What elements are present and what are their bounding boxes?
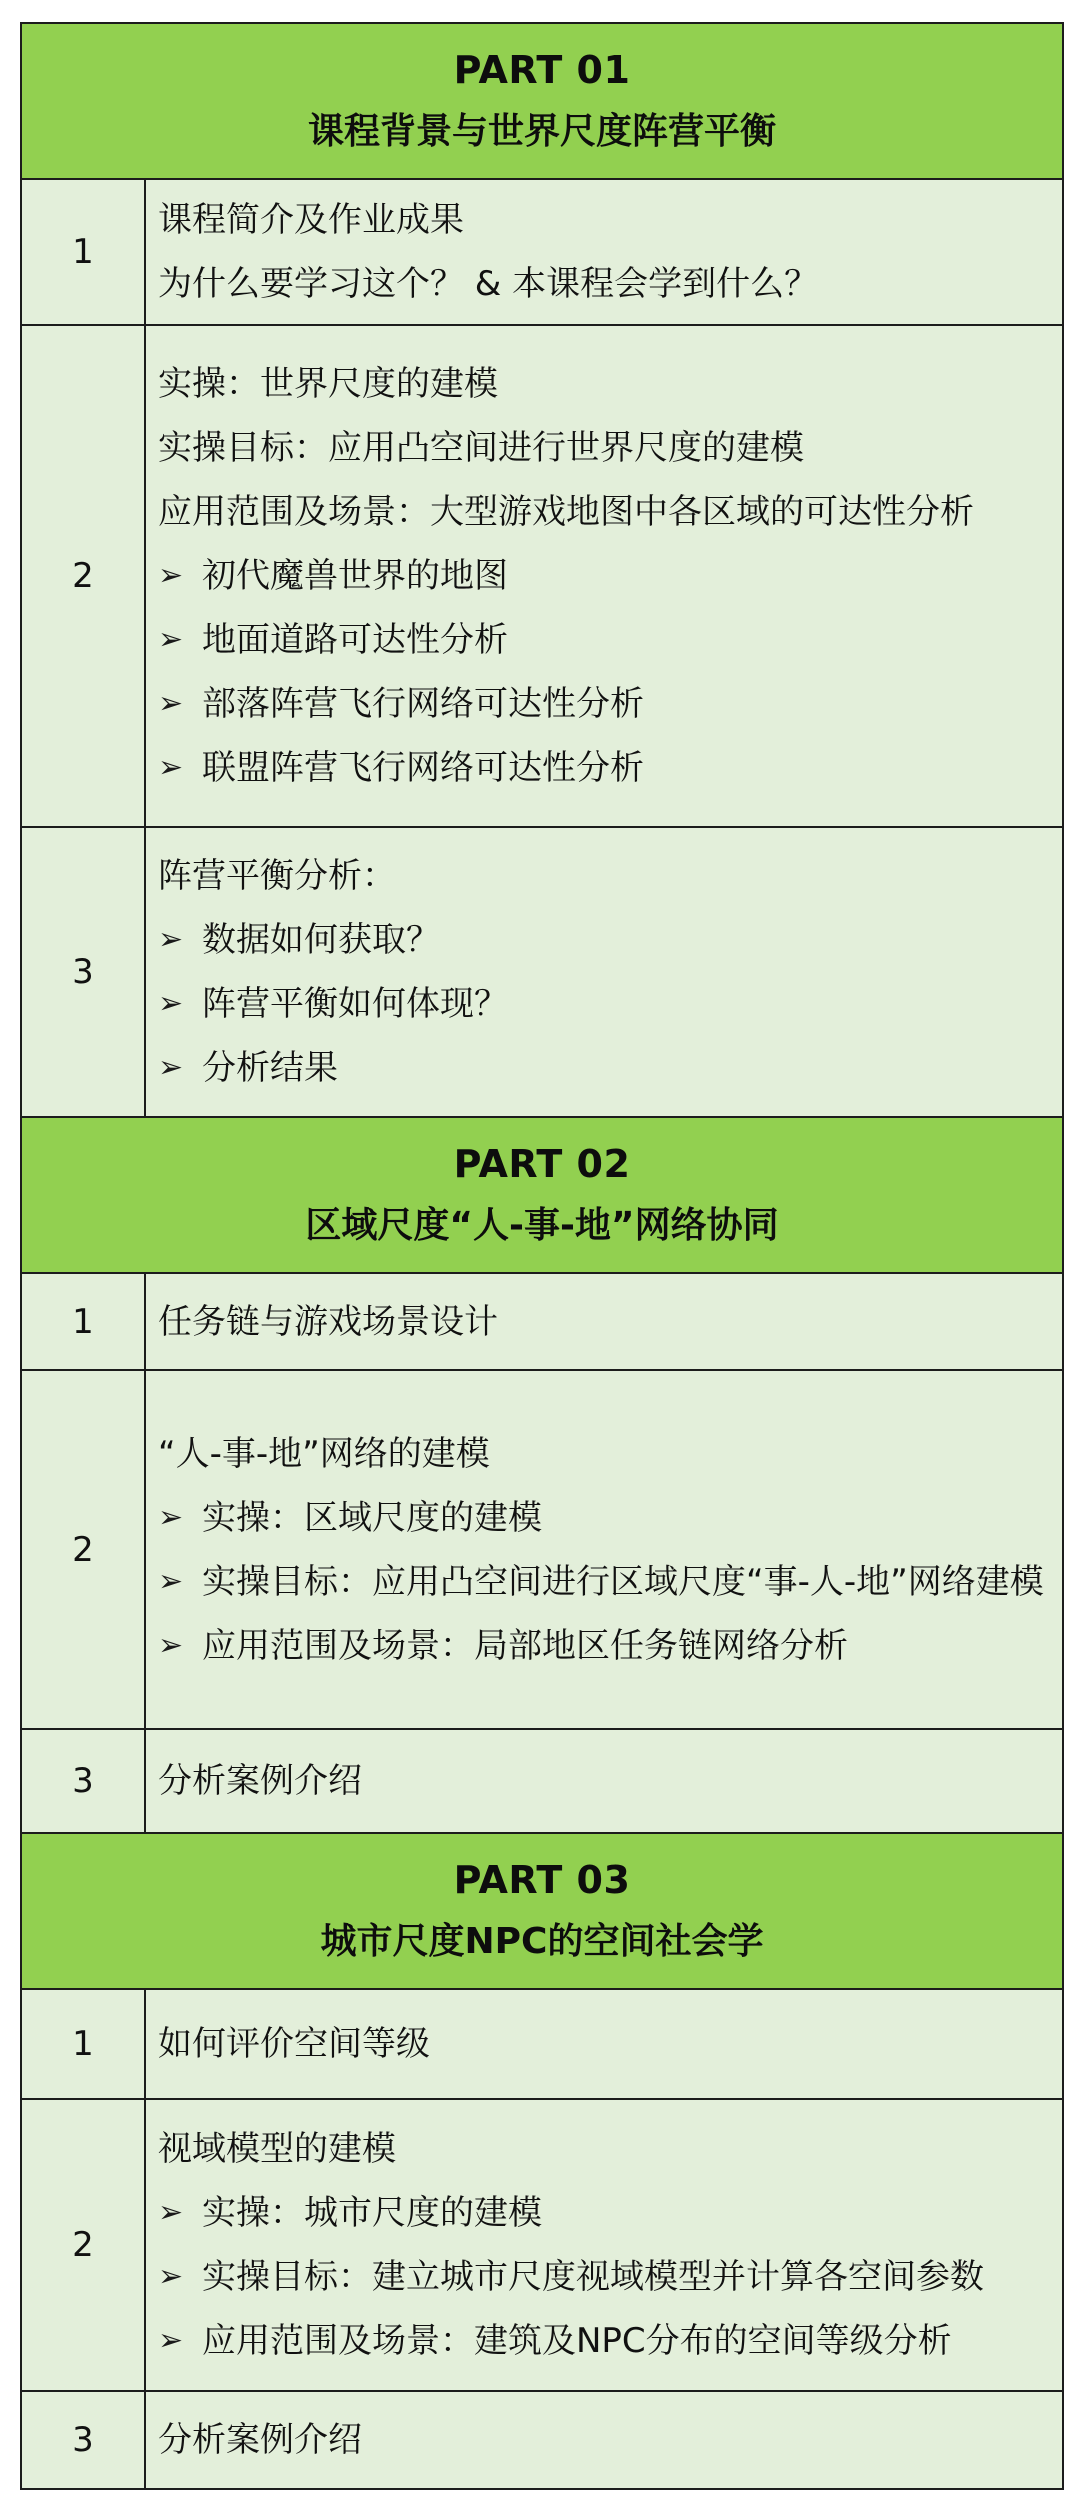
part-header-row <box>21 1833 1063 1989</box>
table-row <box>21 1989 1063 2099</box>
bullet-text: 数据如何获取？ <box>202 920 440 960</box>
bullet-text: 应用范围及场景：局部地区任务链网络分析 <box>202 1625 848 1666</box>
row-content <box>145 2391 1063 2489</box>
content-line: 分析案例介绍 <box>158 1761 362 1801</box>
bullet-text: 实操：区域尺度的建模 <box>202 1497 542 1538</box>
content-line: 课程简介及作业成果 <box>158 200 464 240</box>
bullet-text: 初代魔兽世界的地图 <box>202 556 508 596</box>
part-title: PART 01 <box>453 48 631 92</box>
table-row <box>21 1370 1063 1729</box>
row-number: 3 <box>21 1729 145 1833</box>
arrowhead-bullet-icon: ➢ <box>158 686 184 721</box>
content-line: 阵营平衡分析： <box>158 856 396 896</box>
row-content <box>145 179 1063 325</box>
row-content <box>145 827 1063 1117</box>
bullet-item <box>158 2245 1054 2309</box>
row-content <box>145 325 1063 827</box>
curriculum-sheet <box>20 22 1062 2490</box>
row-number: 2 <box>21 2099 145 2391</box>
bullet-item <box>158 1614 1054 1678</box>
bullet-text: 应用范围及场景：建筑及NPC分布的空间等级分析 <box>202 2321 952 2361</box>
arrowhead-bullet-icon: ➢ <box>158 2195 184 2230</box>
row-number: 1 <box>21 179 145 325</box>
part-subtitle: 课程背景与世界尺度阵营平衡 <box>308 111 777 152</box>
row-number: 3 <box>21 2391 145 2489</box>
content-line: 任务链与游戏场景设计 <box>158 1301 498 1342</box>
bullet-item <box>158 1550 1054 1614</box>
bullet-item <box>158 608 1054 672</box>
arrowhead-bullet-icon: ➢ <box>158 2323 184 2358</box>
content-line: 视域模型的建模 <box>158 2129 396 2169</box>
row-content <box>145 1729 1063 1833</box>
content-line: 实操目标：应用凸空间进行世界尺度的建模 <box>158 428 804 468</box>
content-line: 分析案例介绍 <box>158 2420 362 2460</box>
table-row <box>21 827 1063 1117</box>
table-row <box>21 1273 1063 1370</box>
bullet-text: 实操目标：应用凸空间进行区域尺度“事-人-地”网络建模 <box>202 1561 1044 1602</box>
part-title: PART 02 <box>453 1142 631 1186</box>
bullet-text: 分析结果 <box>202 1048 338 1088</box>
part-header <box>21 1833 1063 1989</box>
part-title: PART 03 <box>453 1858 631 1902</box>
row-number: 1 <box>21 1989 145 2099</box>
arrowhead-bullet-icon: ➢ <box>158 2259 184 2294</box>
curriculum-table <box>20 22 1064 2490</box>
arrowhead-bullet-icon: ➢ <box>158 986 184 1021</box>
bullet-text: 联盟阵营飞行网络可达性分析 <box>202 748 644 788</box>
row-number: 1 <box>21 1273 145 1370</box>
arrowhead-bullet-icon: ➢ <box>158 1627 184 1663</box>
bullet-text: 部落阵营飞行网络可达性分析 <box>202 684 644 724</box>
content-line: 为什么要学习这个？ & 本课程会学到什么？ <box>158 264 819 304</box>
table-row <box>21 2391 1063 2489</box>
table-row <box>21 1729 1063 1833</box>
bullet-item <box>158 1036 1054 1100</box>
part-subtitle: 区域尺度“人-事-地”网络协同 <box>305 1205 779 1246</box>
part-section <box>21 1117 1063 1833</box>
bullet-item <box>158 1486 1054 1550</box>
arrowhead-bullet-icon: ➢ <box>158 922 184 957</box>
bullet-item <box>158 972 1054 1036</box>
table-row <box>21 2099 1063 2391</box>
part-header-row <box>21 1117 1063 1273</box>
table-row <box>21 325 1063 827</box>
bullet-item <box>158 908 1054 972</box>
content-line: 如何评价空间等级 <box>158 2024 430 2064</box>
bullet-text: 地面道路可达性分析 <box>202 620 508 660</box>
bullet-text: 实操：城市尺度的建模 <box>202 2193 542 2233</box>
row-number: 2 <box>21 325 145 827</box>
row-content <box>145 1273 1063 1370</box>
bullet-text: 阵营平衡如何体现？ <box>202 984 508 1024</box>
arrowhead-bullet-icon: ➢ <box>158 1050 184 1085</box>
part-header <box>21 23 1063 179</box>
arrowhead-bullet-icon: ➢ <box>158 558 184 593</box>
arrowhead-bullet-icon: ➢ <box>158 1563 184 1599</box>
row-number: 2 <box>21 1370 145 1729</box>
row-content <box>145 1989 1063 2099</box>
bullet-item <box>158 2181 1054 2245</box>
row-content <box>145 2099 1063 2391</box>
part-section <box>21 23 1063 1117</box>
bullet-item <box>158 672 1054 736</box>
row-content <box>145 1370 1063 1729</box>
arrowhead-bullet-icon: ➢ <box>158 750 184 785</box>
content-line: 实操：世界尺度的建模 <box>158 364 498 404</box>
bullet-item <box>158 736 1054 800</box>
part-subtitle: 城市尺度NPC的空间社会学 <box>320 1921 764 1962</box>
bullet-item <box>158 2309 1054 2373</box>
bullet-item <box>158 544 1054 608</box>
part-header-row <box>21 23 1063 179</box>
arrowhead-bullet-icon: ➢ <box>158 622 184 657</box>
content-line: 应用范围及场景：大型游戏地图中各区域的可达性分析 <box>158 492 974 532</box>
table-row <box>21 179 1063 325</box>
arrowhead-bullet-icon: ➢ <box>158 1499 184 1535</box>
part-header <box>21 1117 1063 1273</box>
bullet-text: 实操目标：建立城市尺度视域模型并计算各空间参数 <box>202 2257 984 2297</box>
content-line: “人-事-地”网络的建模 <box>158 1433 490 1474</box>
row-number: 3 <box>21 827 145 1117</box>
part-section <box>21 1833 1063 2489</box>
